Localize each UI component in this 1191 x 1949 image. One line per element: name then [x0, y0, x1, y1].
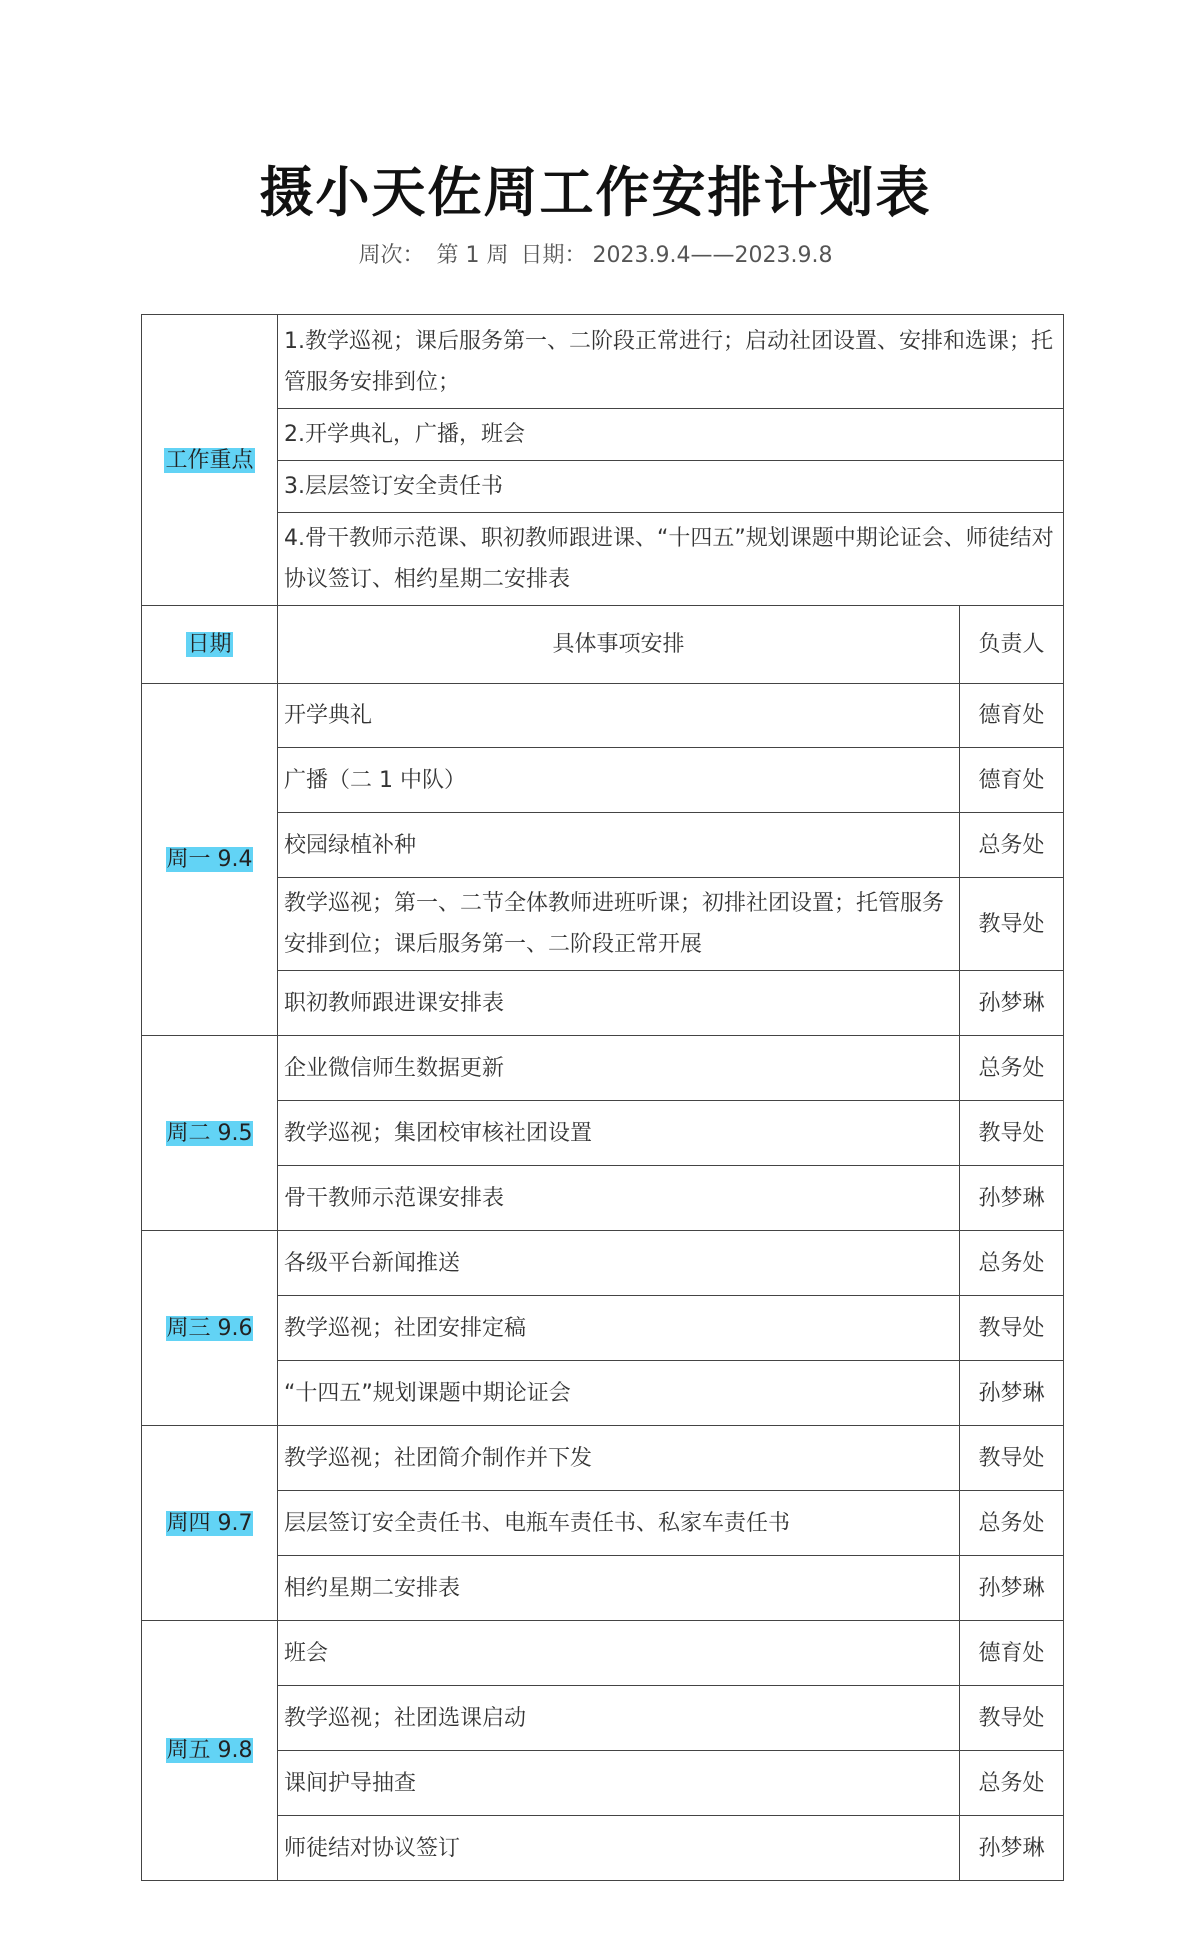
- header-owner: 负责人: [960, 606, 1064, 684]
- task-cell: 层层签订安全责任书、电瓶车责任书、私家车责任书: [278, 1491, 960, 1556]
- task-cell: 教学巡视；社团简介制作并下发: [278, 1426, 960, 1491]
- day-label-cell: [142, 1426, 278, 1621]
- focus-label: 工作重点: [165, 447, 254, 473]
- focus-item: 4.骨干教师示范课、职初教师跟进课、“十四五”规划课题中期论证会、师徒结对协议签订、相约星期二安排表: [278, 513, 1064, 606]
- owner-cell: 总务处: [960, 1036, 1064, 1101]
- task-cell: 广播（二 1 中队）: [278, 748, 960, 813]
- table-row: [142, 1101, 1064, 1166]
- table-row: [142, 1296, 1064, 1361]
- day-label: 周二 9.5: [166, 1120, 253, 1146]
- day-label: 周四 9.7: [166, 1510, 253, 1536]
- owner-cell: 孙梦琳: [960, 1361, 1064, 1426]
- owner-cell: 德育处: [960, 684, 1064, 748]
- owner-cell: 孙梦琳: [960, 1166, 1064, 1231]
- table-row: [142, 1166, 1064, 1231]
- table-row: [142, 1751, 1064, 1816]
- owner-cell: 教导处: [960, 1296, 1064, 1361]
- focus-item: 2.开学典礼，广播，班会: [278, 409, 1064, 461]
- table-row: [142, 1231, 1064, 1296]
- schedule-table: [141, 314, 1064, 1881]
- focus-row: [142, 409, 1064, 461]
- owner-cell: 总务处: [960, 1751, 1064, 1816]
- task-cell: 校园绿植补种: [278, 813, 960, 878]
- header-row: [142, 606, 1064, 684]
- day-label: 周三 9.6: [166, 1315, 253, 1341]
- header-date: 日期: [187, 632, 232, 657]
- table-row: [142, 1816, 1064, 1881]
- task-cell: 骨干教师示范课安排表: [278, 1166, 960, 1231]
- table-row: [142, 878, 1064, 971]
- task-cell: 各级平台新闻推送: [278, 1231, 960, 1296]
- page-title: 摄小天佐周工作安排计划表: [259, 161, 932, 224]
- header-date-cell: [142, 606, 278, 684]
- day-label-cell: [142, 1231, 278, 1426]
- table-row: [142, 1036, 1064, 1101]
- day-label: 周一 9.4: [166, 847, 253, 872]
- table-row: [142, 1686, 1064, 1751]
- week-value: 第 1 周: [436, 243, 509, 268]
- table-row: [142, 813, 1064, 878]
- task-cell: 师徒结对协议签订: [278, 1816, 960, 1881]
- focus-row: [142, 461, 1064, 513]
- date-label: 日期：: [520, 243, 587, 268]
- task-cell: 企业微信师生数据更新: [278, 1036, 960, 1101]
- owner-cell: 教导处: [960, 1426, 1064, 1491]
- table-row: [142, 971, 1064, 1036]
- table-row: [142, 1621, 1064, 1686]
- task-cell: 职初教师跟进课安排表: [278, 971, 960, 1036]
- table-row: [142, 1556, 1064, 1621]
- task-cell: 开学典礼: [278, 684, 960, 748]
- task-cell: 教学巡视；集团校审核社团设置: [278, 1101, 960, 1166]
- task-cell: 教学巡视；社团安排定稿: [278, 1296, 960, 1361]
- owner-cell: 孙梦琳: [960, 1556, 1064, 1621]
- table-row: [142, 684, 1064, 748]
- owner-cell: 孙梦琳: [960, 1816, 1064, 1881]
- table-row: [142, 748, 1064, 813]
- owner-cell: 总务处: [960, 813, 1064, 878]
- task-cell: 教学巡视；第一、二节全体教师进班听课；初排社团设置；托管服务安排到位；课后服务第一、二阶段正常开展: [278, 878, 960, 971]
- owner-cell: 教导处: [960, 1686, 1064, 1751]
- table-row: [142, 1426, 1064, 1491]
- header-tasks: 具体事项安排: [278, 606, 960, 684]
- day-label-cell: [142, 1621, 278, 1881]
- week-label: 周次：: [358, 243, 425, 268]
- table-row: [142, 1361, 1064, 1426]
- task-cell: 班会: [278, 1621, 960, 1686]
- focus-row: [142, 513, 1064, 606]
- owner-cell: 总务处: [960, 1491, 1064, 1556]
- task-cell: 课间护导抽查: [278, 1751, 960, 1816]
- owner-cell: 孙梦琳: [960, 971, 1064, 1036]
- day-label-cell: [142, 1036, 278, 1231]
- owner-cell: 总务处: [960, 1231, 1064, 1296]
- day-label-cell: [142, 684, 278, 1036]
- owner-cell: 德育处: [960, 748, 1064, 813]
- subtitle: [0, 238, 1191, 269]
- task-cell: “十四五”规划课题中期论证会: [278, 1361, 960, 1426]
- owner-cell: 教导处: [960, 878, 1064, 971]
- day-label: 周五 9.8: [166, 1738, 253, 1763]
- focus-label-cell: [142, 315, 278, 606]
- owner-cell: 德育处: [960, 1621, 1064, 1686]
- task-cell: 相约星期二安排表: [278, 1556, 960, 1621]
- task-cell: 教学巡视；社团选课启动: [278, 1686, 960, 1751]
- date-value: 2023.9.4——2023.9.8: [592, 243, 833, 268]
- owner-cell: 教导处: [960, 1101, 1064, 1166]
- table-row: [142, 1491, 1064, 1556]
- focus-row: [142, 315, 1064, 409]
- focus-item: 1.教学巡视；课后服务第一、二阶段正常进行；启动社团设置、安排和选课；托管服务安排到位；: [278, 315, 1064, 409]
- focus-item: 3.层层签订安全责任书: [278, 461, 1064, 513]
